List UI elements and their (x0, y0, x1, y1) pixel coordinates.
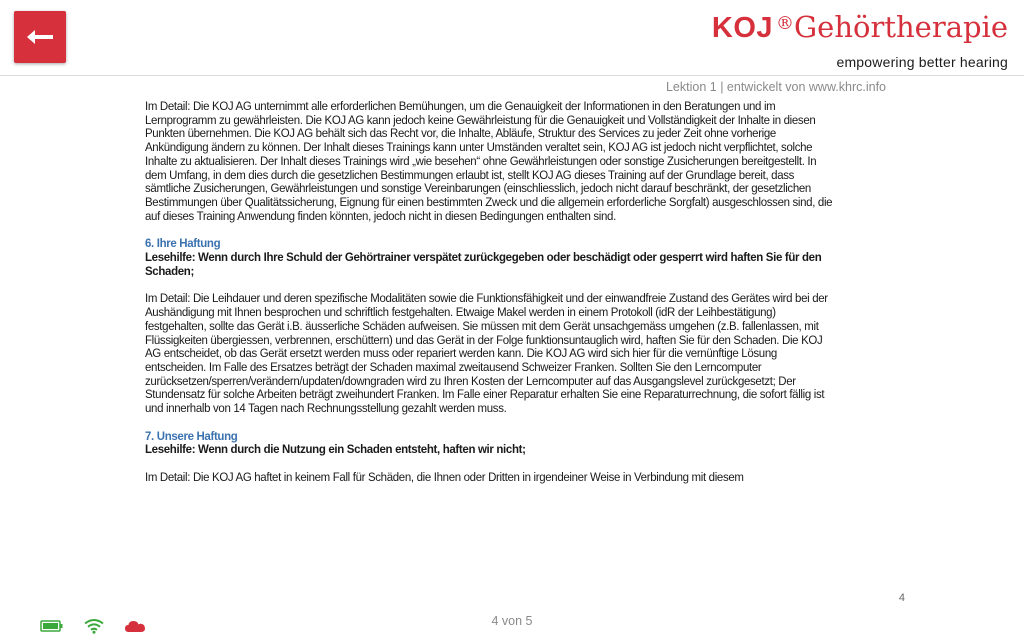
lesson-meta: Lektion 1 | entwickelt von www.khrc.info (665, 80, 886, 94)
app-header (0, 0, 1024, 76)
section-6-title: 6. Ihre Haftung (145, 236, 221, 251)
page-number: 4 (898, 592, 905, 604)
wifi-icon (84, 618, 104, 634)
battery-icon (40, 619, 64, 633)
brand-logo (712, 6, 1008, 70)
section-6-detail: Im Detail: Die Leihdauer und deren spezifische Modalitäten sowie die Funktionsfähigkeit und der einwandfreie Zustand des Gerätes wird bei der Aushändigung mit Ihnen besprochen und schriftlich festgehalten. Etwaige Makel werden in einem Protokoll (idR der Leihbestätigung) festgehalten, sollte das Gerät i.B. äusserliche Schäden aufweisen. Sie müssen mit dem Gerät unsachgemäss umgehen (z.B. fallenlassen, mit Flüssigkeiten übergiessen, verbrennen, erschüttern) und das Gerät in der Folge funktionsuntauglich wird, haften Sie für den Schaden. Die KOJ AG entscheidet, ob das Gerät ersetzt werden muss oder repariert werden kann. Die KOJ AG wird sich hier für die vernünftige Lösung entscheiden. Im Falle des Ersatzes beträgt der Schaden maximal zweitausend Schweizer Franken. Sollten Sie den Lerncomputer zurücksetzen/sperren/verändern/updaten/downgraden wird zu Ihren Kosten der Lerncomputer auf das Ausgangslevel zurückgesetzt; Der Stundensatz für solche Arbeiten beträgt zweihundert Franken. Im Falle einer Reparatur erhalten Sie eine Reparaturrechnung, die sofort fällig ist und innerhalb von 14 Tagen nach Rechnungsstellung gezahlt werden muss. (145, 291, 828, 416)
section-7-title: 7. Unsere Haftung (145, 428, 238, 443)
intro-paragraph: Im Detail: Die KOJ AG unternimmt alle erforderlichen Bemühungen, um die Genauigkeit der Informationen in den Beratungen und im Lernprogramm zu gewährleisten. Die KOJ AG kann jedoch keine Gewährleistung für die Genauigkeit und Vollständigkeit der Inhalte in diesen Punkten übernehmen. Die KOJ AG behält sich das Recht vor, die Inhalte, Abläufe, Struktur des Services zu jeder Zeit ohne vorherige Ankündigung ändern zu können. Der Inhalt dieses Trainings kann unter Umständen veraltet sein, KOJ AG ist jedoch nicht verpflichtet, solche Inhalte zu aktualisieren. Der Inhalt dieses Trainings wird „wie besehen“ ohne Gewährleistungen oder sonstige Zusicherungen bereitgestellt. In dem Umfang, in dem dies durch die gesetzlichen Bestimmungen erlaubt ist, stellt KOJ AG dieses Training auf der Grundlage bereit, dass sämtliche Zusicherungen, Gewährleistungen und sonstige Vereinbarungen (einschliesslich, jedoch nicht darauf beschränkt, der gesetzlichen Bestimmungen über Qualitätssicherung, Eignung für einen bestimmten Zweck und die allgemein erforderliche Sorgfalt) ausgeschlossen sind, die auf dieses Training Anwendung finden könnten, jedoch nicht in diesen Bedingungen enthalten sind. (145, 99, 833, 223)
section-6 (145, 237, 836, 415)
section-7-detail: Im Detail: Die KOJ AG haftet in keinem Fall für Schäden, die Ihnen oder Dritten in irgendeiner Weise in Verbindung mit diesem (145, 470, 744, 485)
brand-title: KOJ ®Gehörtherapie (711, 10, 1008, 44)
status-bar (40, 618, 146, 634)
section-7-hint: Lesehilfe: Wenn durch die Nutzung ein Schaden entsteht, haften wir nicht; (145, 442, 526, 457)
back-button[interactable] (14, 11, 66, 63)
cloud-icon (124, 619, 146, 633)
page-indicator: 4 von 5 (491, 614, 533, 628)
brand-tagline: empowering better hearing (836, 54, 1008, 70)
section-6-hint: Lesehilfe: Wenn durch Ihre Schuld der Gehörtrainer verspätet zurückgegeben oder beschädigt oder gesperrt wird haften Sie für den Schaden; (145, 250, 822, 278)
terms-content (145, 100, 836, 485)
section-7 (145, 430, 836, 485)
arrow-left-icon (25, 27, 55, 47)
